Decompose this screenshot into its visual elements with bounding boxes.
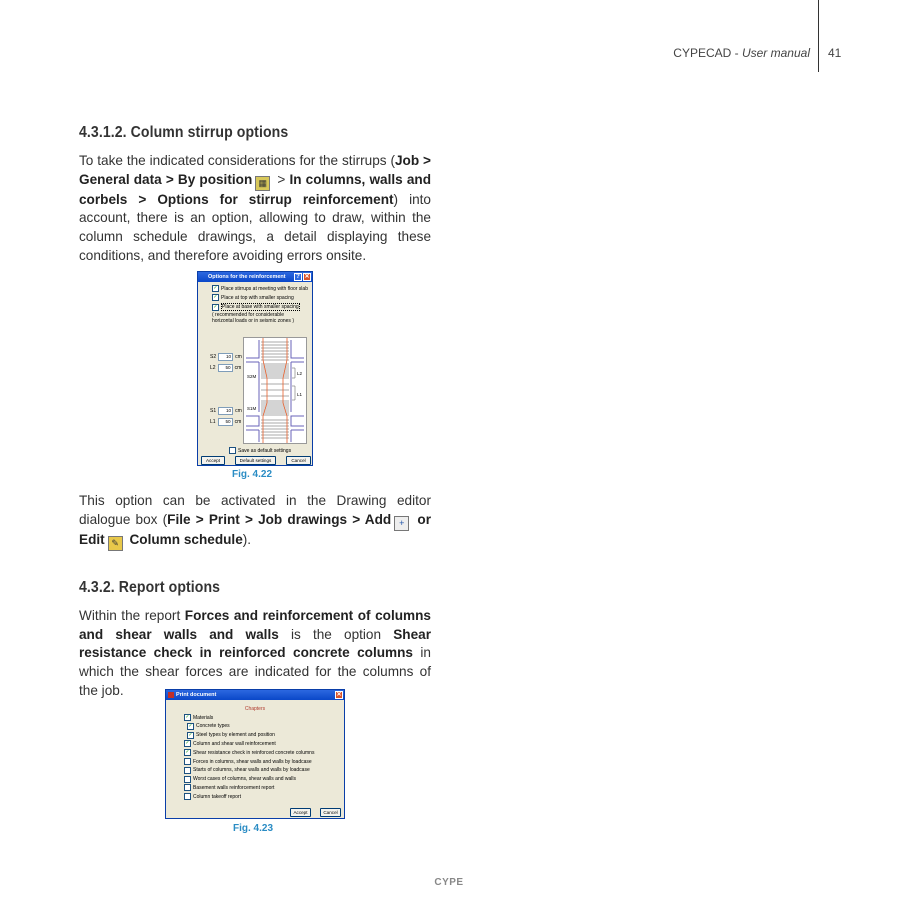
- checkbox-label: Place stirrups at meeting with floor slab: [221, 285, 308, 292]
- menu-path: File > Print > Job drawings > Add: [167, 511, 392, 527]
- print-document-dialog: [165, 689, 345, 819]
- checkbox-label: Save as default settings: [238, 447, 292, 454]
- l2-field[interactable]: [210, 364, 241, 372]
- text: To take the indicated considerations for the stirrups (: [79, 153, 395, 168]
- running-header: [673, 46, 810, 60]
- header-subtitle: User manual: [741, 46, 810, 60]
- section-heading: 4.3.1.2. Column stirrup options: [79, 124, 289, 141]
- l1-diagram-label: L1: [297, 392, 303, 397]
- checkbox-label: Column takeoff report: [193, 793, 241, 800]
- stirrup-drawing: [244, 338, 306, 443]
- close-button[interactable]: ✕: [336, 692, 342, 698]
- checkbox-row[interactable]: [212, 285, 308, 292]
- checkbox-row[interactable]: [212, 303, 300, 311]
- l2-input[interactable]: 50: [218, 364, 233, 372]
- field-label: S1: [210, 408, 217, 414]
- checkbox-label: Steel types by element and position: [196, 732, 275, 739]
- unit: cm: [234, 419, 242, 425]
- report-name: Forces and reinforcement of columns and shear walls and walls: [79, 608, 431, 642]
- options-reinforcement-dialog: [197, 271, 313, 466]
- text: is the option: [278, 626, 394, 642]
- unit: cm: [235, 408, 242, 414]
- add-icon: +: [394, 516, 409, 531]
- paragraph: [79, 492, 431, 551]
- field-label: L1: [210, 419, 216, 425]
- s2-field[interactable]: [210, 353, 242, 361]
- cancel-button[interactable]: Cancel: [286, 456, 311, 465]
- checkbox-checked-icon[interactable]: ✓: [213, 285, 218, 291]
- dialog-title: Print document: [176, 692, 217, 698]
- checkbox-checked-icon[interactable]: ✓: [188, 722, 193, 729]
- note-text: ( recommended for considerable horizontal loads or in seismic zones ): [212, 312, 294, 324]
- header-title: CYPECAD: [673, 46, 732, 60]
- s2-diagram-label: S2M: [247, 374, 257, 379]
- chapter-checkbox-row[interactable]: [184, 740, 276, 747]
- unit: cm: [235, 354, 242, 360]
- menu-path: In columns, walls and corbels > Options for stirrup reinforcement: [79, 171, 431, 207]
- stirrup-diagram: [243, 337, 307, 444]
- section-heading: 4.3.2. Report options: [79, 579, 221, 596]
- text: >: [273, 171, 290, 187]
- menu-path: Job > General data > By position: [79, 153, 431, 187]
- text: ) into account, there is an option, allowing to draw, within the column schedule drawings, a detail displaying these conditions, and therefore avoiding errors onsite.: [79, 191, 431, 263]
- group-title: Chapters: [244, 706, 266, 712]
- checkbox-icon[interactable]: [184, 767, 191, 774]
- checkbox-label: Place at top with smaller spacing: [221, 294, 294, 301]
- by-position-icon: ▦: [255, 176, 270, 191]
- text: Within the report: [79, 608, 185, 623]
- checkbox-checked-icon[interactable]: ✓: [213, 303, 218, 310]
- checkbox-label: Forces in columns, shear walls and walls by loadcase: [193, 758, 312, 765]
- chapter-checkbox-row[interactable]: [184, 749, 314, 756]
- l1-input[interactable]: 50: [218, 418, 233, 426]
- figure-caption: Fig. 4.23: [233, 823, 274, 834]
- checkbox-label: Concrete types: [196, 723, 230, 730]
- cancel-button[interactable]: Cancel: [320, 808, 341, 817]
- checkbox-label: Place at base with smaller spacing: [222, 304, 299, 310]
- text: ).: [242, 531, 252, 547]
- s2-input[interactable]: 10: [218, 353, 233, 361]
- unit: cm: [234, 365, 242, 371]
- close-button[interactable]: ✕: [304, 274, 310, 280]
- checkbox-label: Materials: [193, 714, 214, 721]
- checkbox-checked-icon[interactable]: ✓: [185, 714, 190, 720]
- stirrup-lines: [261, 342, 289, 438]
- chapter-checkbox-row[interactable]: [187, 732, 275, 739]
- header-divider: [818, 0, 819, 72]
- figure-caption: Fig. 4.22: [232, 469, 273, 480]
- footer: CYPE: [434, 877, 464, 888]
- l2-diagram-label: L2: [297, 371, 303, 376]
- header-separator: -: [731, 46, 742, 60]
- page-number: 41: [828, 46, 842, 60]
- checkbox-row[interactable]: [212, 294, 294, 301]
- dialog-title: Options for the reinforcement: [208, 274, 286, 280]
- help-button[interactable]: ?: [294, 273, 302, 281]
- dialog-titlebar: [198, 272, 312, 282]
- s1-input[interactable]: 10: [218, 407, 233, 415]
- l1-field[interactable]: [210, 418, 241, 426]
- checkbox-checked-icon[interactable]: ✓: [188, 731, 193, 738]
- checkbox-icon[interactable]: [229, 447, 236, 454]
- chapter-checkbox-row[interactable]: [184, 758, 312, 765]
- checkbox-label: Basement walls reinforcement report: [193, 784, 275, 791]
- menu-path: Column schedule: [129, 531, 243, 547]
- checkbox-label: Starts of columns, shear walls and walls by loadcase: [193, 767, 310, 774]
- option-name: Shear resistance check in reinforced concrete columns: [79, 626, 432, 661]
- chapter-checkbox-row[interactable]: [187, 723, 230, 730]
- text: in which the shear forces are indicated for the columns of the job.: [79, 645, 431, 698]
- checkbox-label: Shear resistance check in reinforced concrete columns: [193, 749, 315, 756]
- text: This option can be activated in the Drawing editor dialogue box (: [79, 493, 431, 527]
- default-settings-button[interactable]: Default settings: [235, 456, 276, 465]
- checkbox-label: Worst cases of columns, shear walls and walls: [193, 776, 297, 783]
- paragraph: [79, 607, 431, 701]
- menu-path: or Edit: [79, 511, 431, 547]
- field-label: L2: [210, 365, 216, 371]
- paragraph: [79, 152, 431, 266]
- field-label: S2: [210, 354, 217, 360]
- s1-diagram-label: S1M: [247, 406, 257, 411]
- s1-field[interactable]: [210, 407, 242, 415]
- checkbox-icon[interactable]: [184, 758, 191, 765]
- checkbox-icon[interactable]: [184, 776, 191, 783]
- checkbox-checked-icon[interactable]: ✓: [213, 294, 218, 300]
- chapter-checkbox-row[interactable]: [184, 793, 241, 800]
- checkbox-icon[interactable]: [184, 793, 191, 800]
- chapter-checkbox-row[interactable]: [184, 767, 310, 774]
- checkbox-label: Column and shear wall reinforcement: [193, 740, 276, 747]
- checkbox-checked-icon[interactable]: ✓: [185, 749, 190, 756]
- app-icon: [168, 692, 174, 698]
- save-default-checkbox[interactable]: [229, 447, 291, 454]
- edit-icon: ✎: [108, 536, 123, 551]
- dialog-titlebar: [166, 690, 344, 700]
- chapter-checkbox-row[interactable]: [184, 714, 213, 721]
- chapter-checkbox-row[interactable]: [184, 776, 296, 783]
- accept-button[interactable]: Accept: [201, 456, 225, 465]
- accept-button[interactable]: Accept: [290, 808, 311, 817]
- checkbox-checked-icon[interactable]: ✓: [185, 740, 190, 747]
- checkbox-icon[interactable]: [184, 784, 191, 791]
- chapter-checkbox-row[interactable]: [184, 784, 274, 791]
- slab-outline: [246, 340, 304, 442]
